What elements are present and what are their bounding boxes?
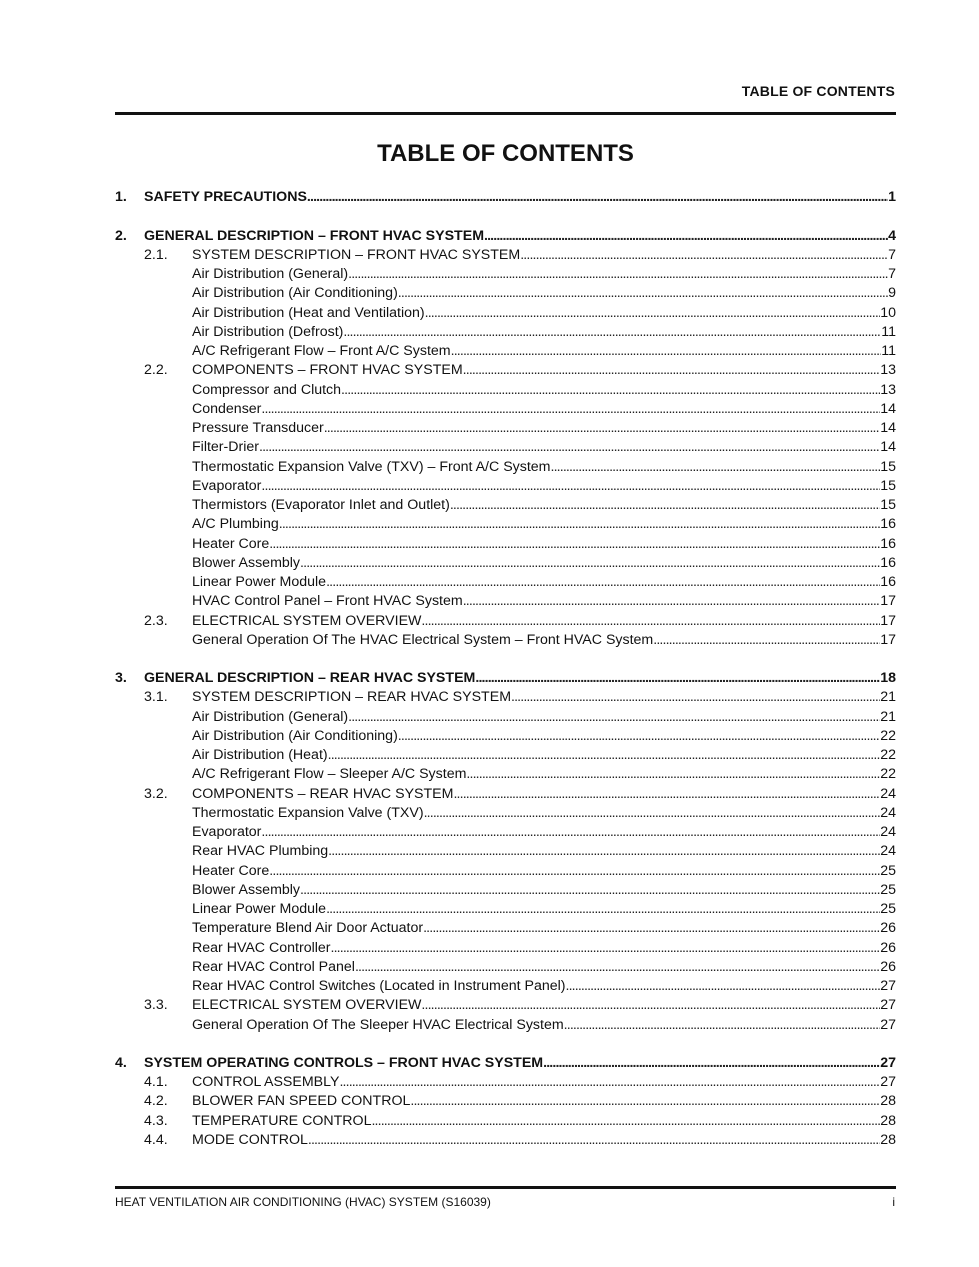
toc-entry-title: Rear HVAC Control Panel (192, 958, 355, 975)
dot-leader (551, 459, 881, 475)
toc-entry-title: TEMPERATURE CONTROL (192, 1112, 372, 1129)
toc-entry-title: COMPONENTS – FRONT HVAC SYSTEM (192, 362, 463, 379)
dot-leader (343, 324, 881, 340)
toc-entry-page: 11 (881, 323, 896, 340)
toc-entry[interactable] (115, 263, 896, 282)
toc-entry-number: 2.3. (144, 612, 168, 629)
toc-entry-title: General Operation Of The Sleeper HVAC Electrical System (192, 1016, 564, 1033)
dot-leader (300, 555, 880, 571)
dot-leader (279, 516, 880, 532)
dot-leader (328, 747, 881, 763)
toc-entry-page: 16 (880, 535, 896, 552)
toc-entry-page: 13 (880, 381, 896, 398)
toc-entry-title: CONTROL ASSEMBLY (192, 1074, 340, 1090)
toc-entry-title: Air Distribution (Air Conditioning) (192, 285, 398, 302)
toc-entry-title: Air Distribution (Air Conditioning) (192, 727, 398, 744)
toc-entry-page: 24 (880, 785, 896, 802)
toc-entry-title: Compressor and Clutch (192, 381, 342, 398)
toc-entry-page: 28 (880, 1112, 896, 1129)
toc-entry-page: 25 (880, 881, 896, 898)
dot-leader (348, 266, 888, 282)
dot-leader (453, 786, 880, 802)
toc-entry-number: 2.2. (144, 362, 168, 379)
toc-entry-title: SAFETY PRECAUTIONS (144, 189, 307, 206)
toc-entry-page: 26 (880, 939, 896, 956)
dot-leader (421, 997, 880, 1013)
toc-entry-title: Rear HVAC Controller (192, 939, 331, 956)
dot-leader (371, 1113, 880, 1129)
dot-leader (450, 497, 880, 513)
toc-entry-page: 4 (888, 227, 896, 244)
toc-entry-page: 15 (880, 477, 896, 494)
toc-entry-page: 22 (880, 766, 896, 783)
toc-entry[interactable] (115, 994, 896, 1013)
toc-entry[interactable] (115, 763, 896, 782)
dot-leader (308, 1132, 880, 1148)
toc-entry[interactable] (115, 821, 896, 840)
dot-leader (511, 689, 880, 705)
toc-entry[interactable] (115, 1129, 896, 1148)
toc-entry[interactable] (115, 301, 896, 320)
dot-leader (261, 824, 880, 840)
toc-entry-page: 17 (880, 593, 896, 610)
dot-leader (425, 305, 881, 321)
dot-leader (475, 670, 880, 686)
toc-entry[interactable] (115, 378, 896, 397)
dot-leader (307, 189, 888, 205)
toc-entry[interactable] (115, 244, 896, 263)
toc-entry-page: 27 (880, 997, 896, 1014)
dot-leader (451, 343, 882, 359)
toc-entry-title: SYSTEM DESCRIPTION – REAR HVAC SYSTEM (192, 689, 512, 706)
toc-entry-page: 16 (880, 574, 896, 590)
toc-entry[interactable] (115, 1090, 896, 1109)
toc-entry-title: A/C Refrigerant Flow – Sleeper A/C System (192, 766, 467, 783)
toc-entry-title: SYSTEM DESCRIPTION – FRONT HVAC SYSTEM (192, 246, 521, 263)
toc-entry-number: 3.2. (144, 785, 168, 802)
toc-entry-number: 4. (115, 1054, 127, 1071)
toc-entry-page: 27 (880, 978, 896, 994)
toc-entry[interactable] (115, 705, 896, 724)
footer-document-title: HEAT VENTILATION AIR CONDITIONING (HVAC) SYSTEM (S16039) (115, 1195, 491, 1209)
toc-entry-title: MODE CONTROL (192, 1131, 308, 1148)
toc-entry-page: 17 (880, 612, 896, 629)
toc-entry[interactable] (115, 532, 896, 551)
toc-entry-page: 25 (880, 901, 896, 917)
toc-entry[interactable] (115, 1052, 896, 1071)
toc-entry-page: 28 (880, 1093, 896, 1110)
dot-leader (410, 1093, 880, 1109)
toc-entry[interactable] (115, 224, 896, 243)
toc-entry-page: 17 (880, 631, 896, 648)
toc-entry-page: 26 (880, 958, 896, 975)
toc-entry-page: 24 (880, 824, 896, 840)
toc-entry[interactable] (115, 340, 896, 359)
toc-entry-title: Air Distribution (Heat) (192, 747, 328, 763)
dot-leader (398, 728, 880, 744)
toc-entry[interactable] (115, 398, 896, 417)
dot-leader (261, 401, 880, 417)
toc-entry-title: Temperature Blend Air Door Actuator (192, 920, 424, 937)
toc-entry-page: 13 (880, 362, 896, 379)
toc-entry-number: 3. (115, 670, 127, 686)
toc-entry[interactable] (115, 879, 896, 898)
dot-leader (398, 285, 888, 301)
toc-entry-page: 26 (880, 920, 896, 937)
dot-leader (520, 247, 888, 263)
toc-entry-page: 24 (880, 804, 896, 821)
dot-leader (653, 632, 880, 648)
toc-entry-title: A/C Plumbing (192, 516, 279, 533)
toc-entry-number: 2. (115, 227, 127, 244)
toc-entry[interactable] (115, 782, 896, 801)
toc-entry-page: 7 (888, 266, 896, 282)
toc-entry-title: Linear Power Module (192, 901, 327, 917)
toc-entry-page: 1 (888, 189, 896, 206)
dot-leader (466, 766, 880, 782)
toc-entry-page: 16 (880, 516, 896, 533)
dot-leader (328, 843, 880, 859)
toc-entry[interactable] (115, 975, 896, 994)
toc-entry-title: Air Distribution (Heat and Ventilation) (192, 304, 425, 321)
toc-entry[interactable] (115, 802, 896, 821)
toc-entry[interactable] (115, 186, 896, 205)
toc-entry-title: BLOWER FAN SPEED CONTROL (192, 1093, 411, 1110)
dot-leader (463, 593, 881, 609)
dot-leader (326, 901, 880, 917)
dot-leader (339, 1074, 880, 1090)
toc-entry-page: 28 (880, 1131, 896, 1148)
toc-entry[interactable] (115, 725, 896, 744)
dot-leader (564, 1017, 881, 1033)
toc-entry-title: Blower Assembly (192, 881, 301, 898)
toc-entry[interactable] (115, 552, 896, 571)
toc-entry-title: General Operation Of The HVAC Electrical System – Front HVAC System (192, 631, 654, 648)
toc-entry-title: GENERAL DESCRIPTION – REAR HVAC SYSTEM (144, 670, 476, 686)
toc-entry[interactable] (115, 513, 896, 532)
toc-entry-title: Air Distribution (General) (192, 266, 349, 282)
toc-entry-number: 2.1. (144, 246, 168, 263)
dot-leader (463, 362, 881, 378)
toc-entry-title: Heater Core (192, 535, 270, 552)
toc-entry-title: Thermostatic Expansion Valve (TXV) (192, 804, 424, 821)
toc-entry[interactable] (115, 359, 896, 378)
toc-entry[interactable] (115, 917, 896, 936)
dot-leader (355, 959, 880, 975)
dot-leader (324, 420, 881, 436)
toc-entry[interactable] (115, 609, 896, 628)
dot-leader (424, 805, 881, 821)
dot-leader (326, 574, 880, 590)
toc-entry[interactable] (115, 1071, 896, 1090)
toc-entry-page: 27 (880, 1054, 896, 1071)
toc-entry-page: 22 (880, 747, 896, 763)
toc-entry-title: Air Distribution (General) (192, 708, 349, 725)
toc-entry-page: 16 (880, 554, 896, 571)
toc-entry[interactable] (115, 321, 896, 340)
footer-rule (115, 1186, 896, 1189)
toc-entry-number: 3.1. (144, 689, 168, 706)
toc-entry[interactable] (115, 898, 896, 917)
toc-entry-page: 15 (880, 458, 896, 475)
toc-entry-page: 25 (880, 862, 896, 879)
toc-entry-page: 10 (880, 304, 896, 321)
toc-entry-page: 22 (880, 727, 896, 744)
toc-entry-title: Linear Power Module (192, 574, 327, 590)
toc-entry[interactable] (115, 1013, 896, 1032)
dot-leader (421, 613, 880, 629)
toc-entry[interactable] (115, 859, 896, 878)
dot-leader (269, 536, 880, 552)
toc-entry-title: ELECTRICAL SYSTEM OVERVIEW (192, 612, 422, 629)
toc-entry-title: Rear HVAC Plumbing (192, 843, 329, 860)
toc-entry[interactable] (115, 590, 896, 609)
toc-entry-number: 3.3. (144, 997, 168, 1014)
table-of-contents (115, 186, 896, 1148)
toc-entry-page: 18 (880, 670, 896, 686)
toc-entry-title: SYSTEM OPERATING CONTROLS – FRONT HVAC SYSTEM (144, 1054, 544, 1071)
toc-entry[interactable] (115, 417, 896, 436)
toc-entry-page: 7 (888, 246, 896, 263)
dot-leader (331, 940, 881, 956)
toc-entry-title: Filter-Drier (192, 439, 259, 456)
running-header: TABLE OF CONTENTS (741, 83, 895, 99)
toc-entry-page: 27 (880, 1016, 896, 1033)
footer-page-number: i (892, 1195, 895, 1209)
toc-entry-title: Air Distribution (Defrost) (192, 323, 344, 340)
toc-entry-number: 1. (115, 189, 127, 206)
toc-entry-number: 4.1. (144, 1074, 168, 1090)
dot-leader (259, 439, 880, 455)
dot-leader (423, 920, 880, 936)
toc-entry-number: 4.3. (144, 1112, 168, 1129)
toc-entry-title: ELECTRICAL SYSTEM OVERVIEW (192, 997, 422, 1014)
toc-entry-title: Thermistors (Evaporator Inlet and Outlet) (192, 497, 450, 513)
toc-entry-page: 21 (880, 689, 896, 706)
toc-entry[interactable] (115, 455, 896, 474)
toc-entry[interactable] (115, 629, 896, 648)
toc-entry[interactable] (115, 936, 896, 955)
dot-leader (543, 1055, 880, 1071)
toc-entry-title: A/C Refrigerant Flow – Front A/C System (192, 343, 451, 359)
dot-leader (348, 709, 880, 725)
toc-entry-page: 21 (880, 708, 896, 725)
toc-entry[interactable] (115, 840, 896, 859)
dot-leader (269, 863, 880, 879)
toc-entry[interactable] (115, 686, 896, 705)
toc-entry-title: Evaporator (192, 824, 262, 840)
toc-entry-page: 14 (880, 420, 896, 436)
toc-entry-number: 4.4. (144, 1131, 168, 1148)
toc-entry-title: Evaporator (192, 477, 262, 494)
toc-entry[interactable] (115, 956, 896, 975)
toc-entry[interactable] (115, 1109, 896, 1128)
toc-entry-title: HVAC Control Panel – Front HVAC System (192, 593, 463, 610)
toc-entry-page: 27 (880, 1074, 896, 1090)
toc-entry-title: Rear HVAC Control Switches (Located in Instrument Panel) (192, 978, 566, 994)
dot-leader (341, 382, 880, 398)
dot-leader (300, 882, 880, 898)
toc-entry[interactable] (115, 475, 896, 494)
toc-entry-title: COMPONENTS – REAR HVAC SYSTEM (192, 785, 454, 802)
toc-entry-title: Condenser (192, 400, 262, 417)
toc-entry[interactable] (115, 436, 896, 455)
toc-entry-title: Blower Assembly (192, 554, 301, 571)
dot-leader (261, 478, 880, 494)
toc-entry-page: 11 (881, 343, 896, 359)
toc-entry-number: 4.2. (144, 1093, 168, 1110)
dot-leader (484, 228, 888, 244)
toc-entry-title: Thermostatic Expansion Valve (TXV) – Front A/C System (192, 458, 551, 475)
page-title: TABLE OF CONTENTS (377, 140, 634, 167)
toc-entry[interactable] (115, 744, 896, 763)
toc-entry[interactable] (115, 282, 896, 301)
toc-entry-page: 24 (880, 843, 896, 860)
toc-entry-page: 14 (880, 400, 896, 417)
toc-entry-title: GENERAL DESCRIPTION – FRONT HVAC SYSTEM (144, 227, 485, 244)
toc-entry[interactable] (115, 571, 896, 590)
dot-leader (566, 978, 881, 994)
toc-entry-page: 14 (880, 439, 896, 456)
toc-entry-page: 15 (880, 497, 896, 513)
toc-entry-title: Heater Core (192, 862, 270, 879)
toc-entry-title: Pressure Transducer (192, 420, 324, 436)
toc-entry[interactable] (115, 667, 896, 686)
toc-entry[interactable] (115, 494, 896, 513)
toc-entry-page: 9 (888, 285, 896, 302)
header-rule (115, 112, 896, 115)
